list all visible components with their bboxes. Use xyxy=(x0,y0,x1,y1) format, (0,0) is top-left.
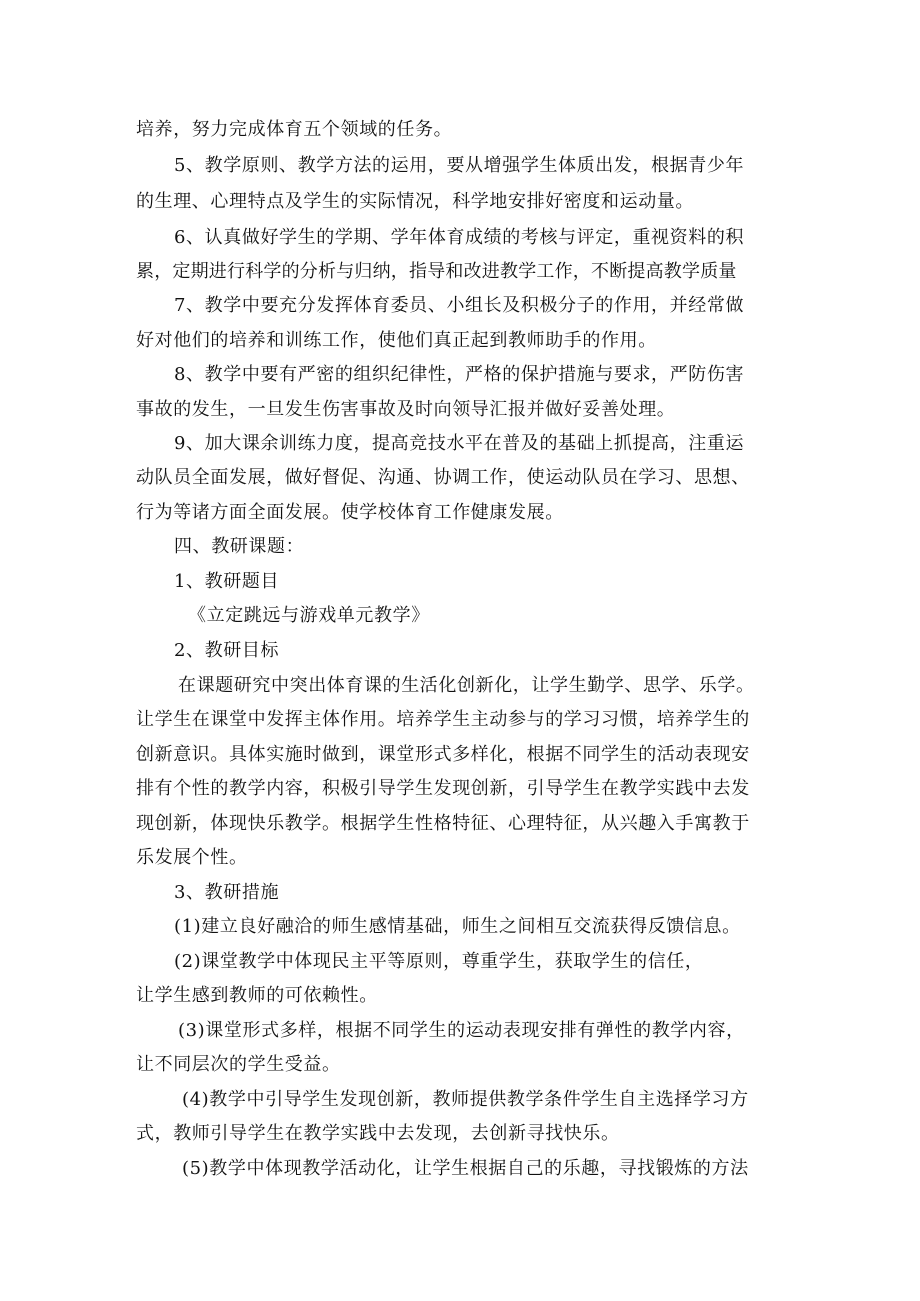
text-line: 培养，努力完成体育五个领域的任务。 xyxy=(136,119,453,140)
text-line: 让学生在课堂中发挥主体作用。培养学生主动参与的学习习惯，培养学生的 xyxy=(136,709,750,730)
list-item: (1)建立良好融洽的师生感情基础，师生之间相互交流获得反馈信息。 xyxy=(174,916,741,937)
list-item: (3)课堂形式多样，根据不同学生的运动表现安排有弹性的教学内容， xyxy=(178,1020,745,1041)
text-line: 行为等诸方面全面发展。使学校体育工作健康发展。 xyxy=(136,502,564,523)
list-item: (2)课堂教学中体现民主平等原则，尊重学生，获取学生的信任， xyxy=(174,951,704,972)
text-line: 累，定期进行科学的分析与归纳，指导和改进教学工作，不断提高教学质量 xyxy=(136,261,737,282)
text-line: 6、认真做好学生的学期、学年体育成绩的考核与评定，重视资料的积 xyxy=(174,227,745,248)
text-line: 排有个性的教学内容，积极引导学生发现创新，引导学生在教学实践中去发 xyxy=(136,778,750,799)
text-line: 7、教学中要充分发挥体育委员、小组长及积极分子的作用，并经常做 xyxy=(174,295,745,316)
text-line: 现创新，体现快乐教学。根据学生性格特征、心理特征，从兴趣入手寓教于 xyxy=(136,813,750,834)
text-line: 好对他们的培养和训练工作，使他们真正起到教师助手的作用。 xyxy=(136,330,657,351)
list-item: (5)教学中体现教学活动化，让学生根据自己的乐趣，寻找锻炼的方法 xyxy=(182,1158,749,1179)
text-line: 在课题研究中突出体育课的生活化创新化，让学生勤学、思学、乐学。 xyxy=(178,675,755,696)
text-line: 8、教学中要有严密的组织纪律性，严格的保护措施与要求，严防伤害 xyxy=(174,364,745,385)
text-line: 的生理、心理特点及学生的实际情况，科学地安排好密度和运动量。 xyxy=(136,191,694,212)
text-line: 9、加大课余训练力度，提高竞技水平在普及的基础上抓提高，注重运 xyxy=(174,433,745,454)
list-item: (4)教学中引导学生发现创新，教师提供教学条件学生自主选择学习方 xyxy=(182,1089,749,1110)
text-line: 5、教学原则、教学方法的运用，要从增强学生体质出发，根据青少年 xyxy=(174,155,745,176)
text-line: 创新意识。具体实施时做到，课堂形式多样化，根据不同学生的活动表现安 xyxy=(136,744,750,765)
text-line: 式，教师引导学生在教学实践中去发现，去创新寻找快乐。 xyxy=(136,1123,620,1144)
text-line: 乐发展个性。 xyxy=(136,847,248,868)
text-line: 事故的发生，一旦发生伤害事故及时向领导汇报并做好妥善处理。 xyxy=(136,399,676,420)
text-line: 动队员全面发展，做好督促、沟通、协调工作，使运动队员在学习、思想、 xyxy=(136,467,750,488)
subsection-heading: 2、教研目标 xyxy=(174,640,280,661)
text-line: 让不同层次的学生受益。 xyxy=(136,1054,341,1075)
section-heading: 四、教研课题： xyxy=(174,536,305,557)
topic-title: 《立定跳远与游戏单元教学》 xyxy=(188,605,430,626)
text-line: 让学生感到教师的可依赖性。 xyxy=(136,985,378,1006)
subsection-heading: 1、教研题目 xyxy=(174,571,280,592)
subsection-heading: 3、教研措施 xyxy=(174,882,280,903)
